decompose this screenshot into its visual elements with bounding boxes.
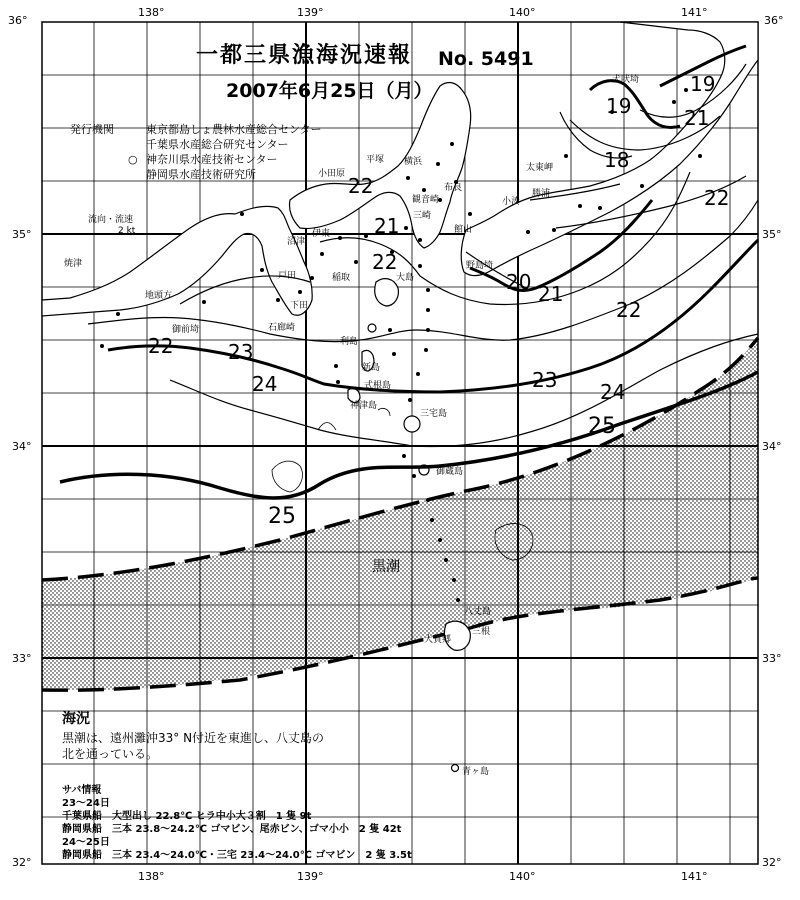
place-odawara: 小田原 bbox=[318, 169, 346, 179]
isotherm-label: 22 bbox=[704, 186, 730, 210]
current-legend-scale: 2 kt bbox=[118, 226, 136, 236]
publisher-label: 発行機関 bbox=[70, 123, 114, 136]
place-okago: 大賀郷 bbox=[424, 635, 452, 645]
place-miyakejima: 三宅島 bbox=[420, 409, 448, 419]
place-katsuura: 勝浦 bbox=[532, 189, 551, 199]
lon-top-140: 140° bbox=[509, 6, 536, 19]
place-kozushima: 神津島 bbox=[350, 401, 378, 411]
isotherm-label: 22 bbox=[616, 298, 642, 322]
lon-bottom-139: 139° bbox=[297, 870, 324, 883]
lat-right-35: 35° bbox=[762, 228, 782, 241]
place-omaezaki: 御前埼 bbox=[172, 325, 200, 335]
isotherm-label: 24 bbox=[600, 380, 626, 404]
lat-right-36: 36° bbox=[764, 14, 784, 27]
lat-right-34: 34° bbox=[762, 440, 782, 453]
mackerel-info-line: 24～25日 bbox=[62, 837, 110, 848]
isotherm-label: 21 bbox=[374, 214, 400, 238]
place-chikyukata: 地頭方 bbox=[145, 291, 173, 301]
mackerel-info-line: 23～24日 bbox=[62, 798, 110, 809]
isotherm-label: 24 bbox=[252, 372, 278, 396]
publisher-3: 神奈川県水産技術センター bbox=[146, 153, 278, 166]
place-taitozaki: 太東岬 bbox=[526, 163, 554, 173]
place-yaizu: 焼津 bbox=[64, 259, 83, 269]
place-shikinejima: 式根島 bbox=[364, 381, 392, 391]
mackerel-info-line: 千葉県船 大型出し 22.8℃ ヒラ中小大３割 1 隻 9t bbox=[62, 811, 312, 822]
lon-top-139: 139° bbox=[297, 6, 324, 19]
lat-left-34: 34° bbox=[12, 440, 32, 453]
mackerel-info-title: サバ情報 bbox=[62, 785, 102, 796]
lat-left-32: 32° bbox=[12, 856, 32, 869]
issue-number: No. 5491 bbox=[438, 48, 534, 70]
place-inubozaki: 犬吠埼 bbox=[612, 75, 640, 85]
place-iroizaki: 石廊崎 bbox=[268, 323, 296, 333]
place-mikurajima: 御蔵島 bbox=[436, 467, 464, 477]
place-numazu: 沼津 bbox=[287, 237, 306, 247]
place-inatori: 稲取 bbox=[332, 273, 351, 283]
place-oshima: 大島 bbox=[396, 273, 415, 283]
mackerel-info-line: 静岡県船 三本 23.4～24.0℃・三宅 23.4～24.0℃ ゴマビン 2 隻 3.5t bbox=[62, 850, 412, 861]
isotherm-label: 20 bbox=[506, 270, 532, 294]
map-title: 一都三県漁海況速報 bbox=[196, 43, 413, 68]
isotherm-label: 23 bbox=[532, 368, 558, 392]
isotherm-label: 21 bbox=[538, 282, 564, 306]
place-misaki: 三崎 bbox=[413, 211, 432, 221]
place-ito: 伊東 bbox=[312, 229, 331, 239]
isotherm-label: 22 bbox=[348, 174, 374, 198]
isotherm-label: 22 bbox=[372, 250, 398, 274]
isotherm-label: 25 bbox=[588, 414, 616, 439]
isotherm-label: 25 bbox=[268, 504, 296, 529]
lat-left-33: 33° bbox=[12, 652, 32, 665]
publisher-2: 千葉県水産総合研究センター bbox=[146, 138, 289, 151]
publisher-marker-icon: ○ bbox=[128, 153, 138, 166]
lon-bottom-140: 140° bbox=[509, 870, 536, 883]
publisher-1: 東京都島しょ農林水産総合センター bbox=[146, 123, 322, 136]
place-niijima: 新島 bbox=[362, 363, 381, 373]
mackerel-info-line: 静岡県船 三本 23.8～24.2℃ ゴマビン、尾赤ビン、ゴマ小小 2 隻 42t bbox=[62, 824, 402, 835]
sea-condition-text-2: 北を通っている。 bbox=[62, 747, 159, 761]
place-mitsune: 三根 bbox=[472, 627, 491, 637]
place-nojimazaki: 野島埼 bbox=[466, 261, 494, 271]
isotherm-label: 19 bbox=[690, 72, 716, 96]
place-aogashima: 青ヶ島 bbox=[462, 767, 490, 777]
issue-date: 2007年6月25日（月） bbox=[226, 80, 433, 102]
place-toshima: 利島 bbox=[340, 337, 359, 347]
kuroshio-label: 黒潮 bbox=[372, 559, 400, 575]
lat-left-35: 35° bbox=[12, 228, 32, 241]
isotherm-label: 23 bbox=[228, 340, 254, 364]
isotherm-label: 21 bbox=[684, 106, 710, 130]
place-yokohama: 横浜 bbox=[404, 157, 423, 167]
isotherm-label: 19 bbox=[606, 94, 632, 118]
lat-right-32: 32° bbox=[762, 856, 782, 869]
isotherm-label: 22 bbox=[148, 334, 174, 358]
lon-top-138: 138° bbox=[138, 6, 165, 19]
lat-right-33: 33° bbox=[762, 652, 782, 665]
current-legend-label: 流向・流速 bbox=[88, 215, 134, 225]
place-mera: 布良 bbox=[444, 183, 463, 193]
place-hachijojima: 八丈島 bbox=[464, 607, 492, 617]
place-hiratsuka: 平塚 bbox=[366, 155, 385, 165]
place-heta: 戸田 bbox=[278, 271, 297, 281]
place-kominato: 小湊 bbox=[502, 197, 521, 207]
lon-bottom-141: 141° bbox=[681, 870, 708, 883]
lon-top-141: 141° bbox=[681, 6, 708, 19]
lat-left-36: 36° bbox=[8, 14, 28, 27]
place-kannonzaki: 観音崎 bbox=[412, 195, 440, 205]
isotherm-label: 18 bbox=[604, 148, 630, 172]
sea-condition-heading: 海況 bbox=[62, 711, 90, 727]
sea-condition-text-1: 黒潮は、遠州灘沖33° N付近を東進し、八丈島の bbox=[62, 731, 325, 745]
place-tateyama: 館山 bbox=[454, 225, 473, 235]
publisher-4: 静岡県水産技術研究所 bbox=[146, 168, 256, 181]
lon-bottom-138: 138° bbox=[138, 870, 165, 883]
place-shimoda: 下田 bbox=[290, 301, 309, 311]
